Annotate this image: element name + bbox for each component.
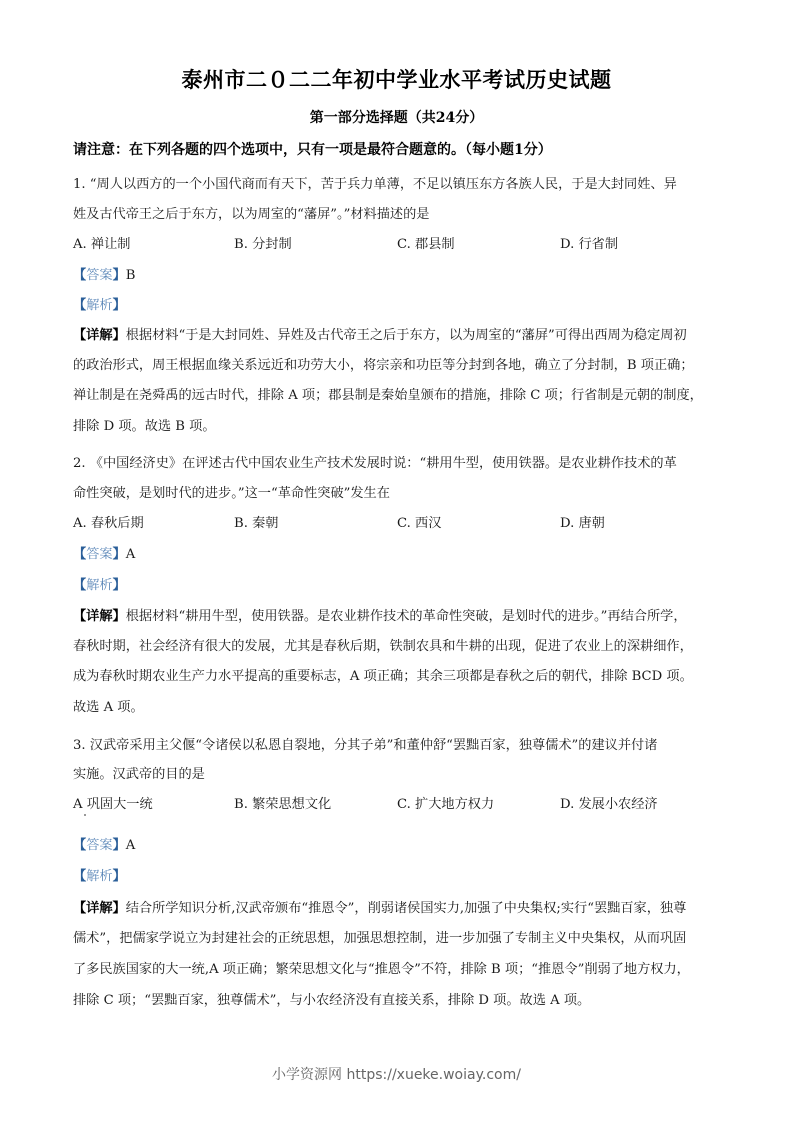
answer-label: 答案	[86, 268, 113, 283]
detail-line: 成为春秋时期农业生产力水平提高的重要标志，A 项正确；其余三项都是春秋之后的朝代，排除 BCD 项。	[73, 669, 693, 684]
question-stem-line: 1. “周人以西方的一个小国代商而有天下，苦于兵力单薄，不足以镇压东方各族人民，于是大封同姓、异	[73, 177, 677, 192]
question-stem-line: 命性突破，是划时代的进步。”这一“革命性突破”发生在	[73, 486, 390, 501]
analysis-bracket-open: 【	[73, 869, 87, 884]
page-title: 泰州市二０二二年初中学业水平考试历史试题	[181, 67, 612, 92]
detail-line: 排除 C 项；“罢黜百家，独尊儒术”，与小农经济没有直接关系，排除 D 项。故选 A 项。	[73, 993, 591, 1008]
option-d: D. 行省制	[560, 237, 619, 252]
option-d: D. 唐朝	[560, 516, 605, 531]
analysis-heading	[73, 577, 733, 595]
answer-value: A	[125, 838, 136, 853]
analysis-label: 解析	[86, 298, 113, 313]
answer-bracket-close: 】	[112, 268, 126, 283]
analysis-label: 解析	[86, 869, 113, 884]
option-d: D. 发展小农经济	[560, 797, 658, 812]
answer-line	[73, 267, 733, 285]
detail-line	[73, 900, 733, 918]
detail-line: 春秋时期，社会经济有很大的发展，尤其是春秋后期，铁制农具和牛耕的出现，促进了农业上的深耕细作，	[73, 639, 693, 654]
detail-text: 结合所学知识分析,汉武帝颁布“推恩令”，削弱诸侯国实力,加强了中央集权;实行“罢黜百家，独尊	[125, 901, 687, 916]
answer-label: 答案	[86, 547, 113, 562]
analysis-bracket-close: 】	[112, 869, 126, 884]
option-b: B. 繁荣思想文化	[234, 797, 332, 812]
detail-line	[73, 608, 733, 626]
detail-text: 根据材料“于是大封同姓、异姓及古代帝王之后于东方，以为周室的“藩屏”可得出西周为稳定周初	[125, 328, 687, 343]
detail-tag: 【详解】	[73, 609, 126, 624]
option-c: C. 扩大地方权力	[397, 797, 495, 812]
section-subtitle: 第一部分选择题（共24分）	[309, 110, 484, 126]
answer-bracket-open: 【	[73, 547, 87, 562]
answer-bracket-open: 【	[73, 268, 87, 283]
option-a: A. 春秋后期	[73, 516, 144, 531]
detail-tag: 【详解】	[73, 328, 126, 343]
footer-watermark: 小学资源网 https://xueke.woiay.com/	[272, 1067, 521, 1083]
question-stem-line: 3. 汉武帝采用主父偃“令诸侯以私恩自裂地，分其子弟”和董仲舒“罢黜百家，独尊儒术”的建议并付诸	[73, 738, 658, 753]
analysis-label: 解析	[86, 578, 113, 593]
answer-line	[73, 546, 733, 564]
detail-line: 的政治形式，周王根据血缘关系远近和功劳大小，将宗亲和功臣等分封到各地，确立了分封制，B 项正确；	[73, 358, 694, 373]
answer-value: B	[125, 268, 136, 283]
answer-label: 答案	[86, 838, 113, 853]
analysis-bracket-close: 】	[112, 578, 126, 593]
instructions-notice: 请注意：在下列各题的四个选项中，只有一项是最符合题意的。（每小题1分）	[73, 142, 552, 158]
option-b: B. 分封制	[234, 237, 292, 252]
answer-value: A	[125, 547, 136, 562]
detail-tag: 【详解】	[73, 901, 126, 916]
option-c: C. 郡县制	[397, 237, 455, 252]
answer-line	[73, 837, 733, 855]
analysis-heading	[73, 868, 733, 886]
question-stem-line: 姓及古代帝王之后于东方，以为周室的“藩屏”。”材料描述的是	[73, 207, 430, 222]
option-a: A. 禅让制	[73, 237, 131, 252]
answer-bracket-open: 【	[73, 838, 87, 853]
option-b: B. 秦朝	[234, 516, 279, 531]
detail-line: 禅让制是在尧舜禹的远古时代，排除 A 项；郡县制是秦始皇颁布的措施，排除 C 项；行省制是元朝的制度，	[73, 388, 703, 403]
detail-line: 故选 A 项。	[73, 700, 144, 715]
detail-text: 根据材料“耕用牛型，使用铁器。是农业耕作技术的革命性突破，是划时代的进步。”再结合所学，	[125, 609, 687, 624]
analysis-bracket-close: 】	[112, 298, 126, 313]
stray-dot-mark	[84, 814, 86, 816]
detail-line	[73, 327, 733, 345]
detail-line: 了多民族国家的大一统,A 项正确；繁荣思想文化与“推恩令”不符，排除 B 项；“推恩令”削弱了地方权力，	[73, 962, 690, 977]
answer-bracket-close: 】	[112, 547, 126, 562]
detail-line: 儒术”，把儒家学说立为封建社会的正统思想，加强思想控制，进一步加强了专制主义中央集权，从而巩固	[73, 931, 687, 946]
question-stem-line: 2. 《中国经济史》在评述古代中国农业生产技术发展时说：“耕用牛型，使用铁器。是农业耕作技术的革	[73, 456, 677, 471]
option-c: C. 西汉	[397, 516, 442, 531]
question-stem-line: 实施。汉武帝的目的是	[73, 767, 205, 782]
detail-line: 排除 D 项。故选 B 项。	[73, 419, 216, 434]
option-a: A 巩固大一统	[73, 797, 153, 812]
analysis-heading	[73, 297, 733, 315]
analysis-bracket-open: 【	[73, 298, 87, 313]
analysis-bracket-open: 【	[73, 578, 87, 593]
answer-bracket-close: 】	[112, 838, 126, 853]
